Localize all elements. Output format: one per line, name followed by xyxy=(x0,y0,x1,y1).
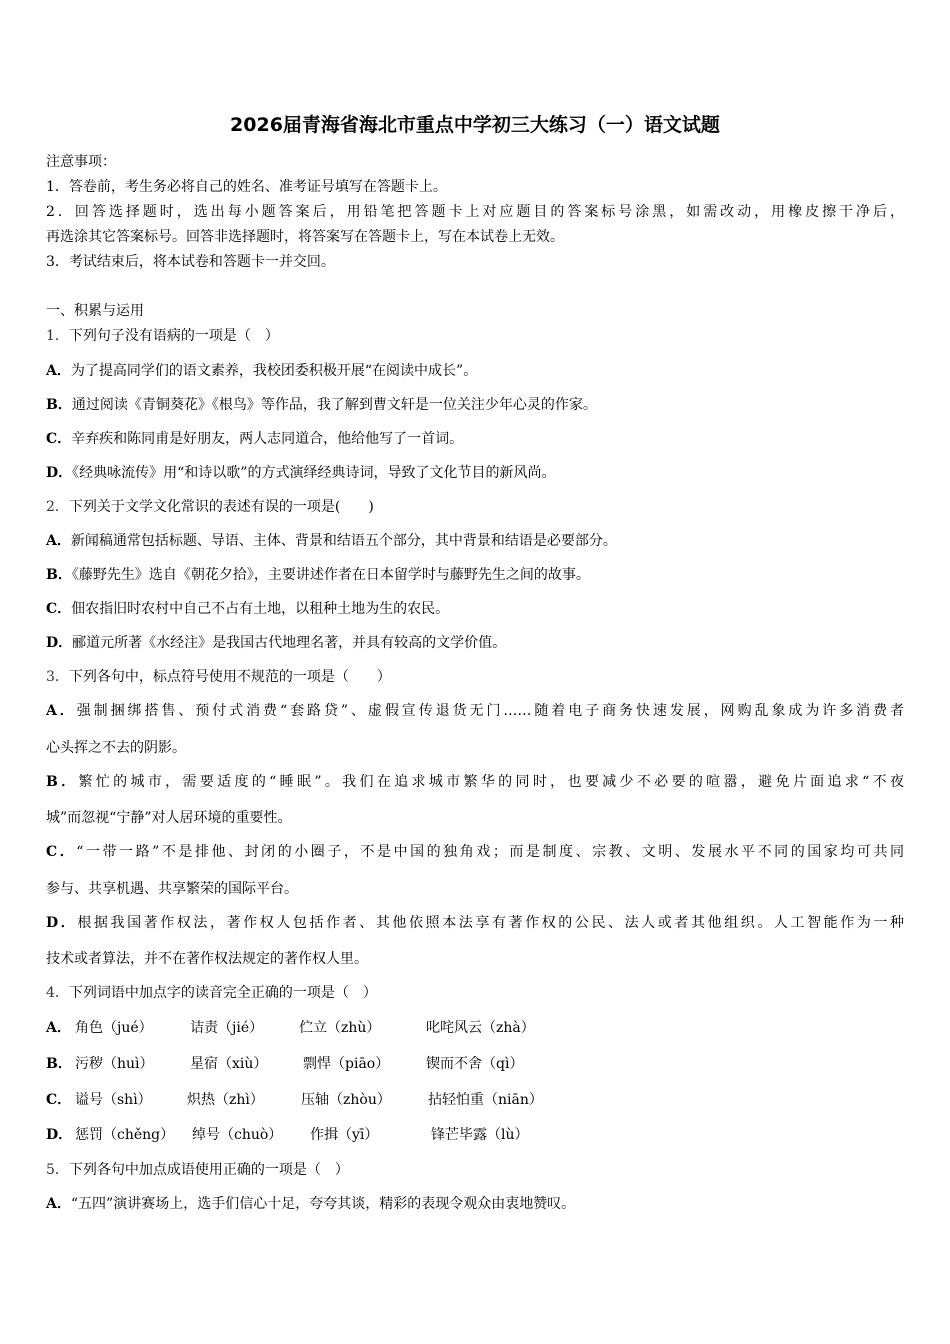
option-label: C． xyxy=(46,601,72,617)
question-1-stem xyxy=(46,326,279,346)
word-item: 绰号（chuò） xyxy=(192,1127,283,1143)
question-2-stem xyxy=(46,497,374,517)
option-label: A． xyxy=(46,1020,71,1036)
option-label: D． xyxy=(46,915,78,931)
option-label: B． xyxy=(46,1056,72,1072)
question-2-option-b xyxy=(46,565,590,585)
word-item: 炽热（zhì） xyxy=(187,1092,264,1108)
question-3-option-b-line2: 城”而忽视“宁静”对人居环境的重要性。 xyxy=(46,810,292,826)
option-text: 郦道元所著《水经注》是我国古代地理名著，并具有较高的文学价值。 xyxy=(72,635,507,651)
option-label: A． xyxy=(46,1196,71,1212)
page-title: 2026届青海省海北市重点中学初三大练习（一）语文试题 xyxy=(230,114,720,136)
question-2-option-c xyxy=(46,599,449,619)
option-label: D． xyxy=(46,465,73,481)
question-3-option-d-line2: 技术或者算法，并不在著作权法规定的著作权人里。 xyxy=(46,951,368,967)
question-text: 下列各句中加点成语使用正确的一项是（ ） xyxy=(68,1162,349,1178)
question-number: 1． xyxy=(46,328,69,344)
word-item: 惩罚（chěng） xyxy=(75,1127,175,1143)
option-text: 根据我国著作权法，著作权人包括作者、其他依照本法享有著作权的公民、法人或者其他组织。人工智能作为一种 xyxy=(77,915,904,931)
option-label: B． xyxy=(46,774,79,790)
question-3-option-c-line2: 参与、共享机遇、共享繁荣的国际平台。 xyxy=(46,881,298,897)
question-4-stem xyxy=(46,983,377,1003)
question-number: 3． xyxy=(46,669,69,685)
option-text: 新闻稿通常包括标题、导语、主体、背景和结语五个部分，其中背景和结语是必要部分。 xyxy=(70,533,617,549)
word-item: 压轴（zhòu） xyxy=(301,1092,391,1108)
option-text: 《经典咏流传》用“和诗以歌”的方式演绎经典诗词，导致了文化节目的新风尚。 xyxy=(72,465,556,481)
option-label: B． xyxy=(46,397,72,413)
section-heading: 一、积累与运用 xyxy=(46,303,144,319)
word-item: 角色（jué） xyxy=(75,1020,153,1036)
option-label: D． xyxy=(46,635,73,651)
option-text: 为了提高同学们的语文素养，我校团委积极开展“在阅读中成长”。 xyxy=(70,363,478,379)
option-label: A． xyxy=(46,363,71,379)
notice-item: 1．答卷前，考生务必将自己的姓名、准考证号填写在答题卡上。 xyxy=(46,179,447,195)
question-1-option-b xyxy=(46,395,597,415)
question-3-option-d-line1 xyxy=(46,913,904,933)
option-text: “一带一路”不是排他、封闭的小圈子，不是中国的独角戏；而是制度、宗教、文明、发展水平不同的国家均可共同 xyxy=(76,844,904,860)
question-text: 下列关于文学文化常识的表述有误的一项是( ) xyxy=(68,499,374,515)
word-item: 叱咤风云（zhà） xyxy=(426,1020,535,1036)
question-3-option-b-line1 xyxy=(46,772,904,792)
option-text: 强制捆绑搭售、预付式消费“套路贷”、虚假宣传退货无门……随着电子商务快速发展，网购乱象成为许多消费者 xyxy=(76,703,904,719)
question-text: 下列词语中加点字的读音完全正确的一项是（ ） xyxy=(68,985,377,1001)
question-1-option-a xyxy=(46,361,477,381)
word-item: 诘责（jié） xyxy=(190,1020,264,1036)
question-1-option-d xyxy=(46,463,555,483)
question-2-option-d xyxy=(46,633,506,653)
question-3-option-a-line2: 心头挥之不去的阴影。 xyxy=(46,740,186,756)
option-text: 辛弃疾和陈同甫是好朋友，两人志同道合，他给他写了一首词。 xyxy=(71,431,464,447)
question-number: 5． xyxy=(46,1162,69,1178)
question-2-option-a xyxy=(46,531,617,551)
question-number: 4． xyxy=(46,985,69,1001)
option-text: 佃农指旧时农村中自己不占有土地，以租种土地为生的农民。 xyxy=(71,601,450,617)
question-3-option-a-line1 xyxy=(46,701,904,721)
option-label: C． xyxy=(46,431,72,447)
question-text: 下列各句中，标点符号使用不规范的一项是（ ） xyxy=(68,669,391,685)
question-number: 2． xyxy=(46,499,69,515)
question-3-stem xyxy=(46,667,391,687)
word-item: 拈轻怕重（niān） xyxy=(428,1092,543,1108)
option-label: D． xyxy=(46,1127,73,1143)
option-label: C． xyxy=(46,1092,72,1108)
word-item: 污秽（huì） xyxy=(75,1056,154,1072)
option-label: B． xyxy=(46,567,72,583)
question-5-option-a xyxy=(46,1194,575,1214)
question-text: 下列句子没有语病的一项是（ ） xyxy=(68,328,279,344)
notice-item: 再选涂其它答案标号。回答非选择题时，将答案写在答题卡上，写在本试卷上无效。 xyxy=(46,229,564,245)
option-text: “五四”演讲赛场上，选手们信心十足，夸夸其谈，精彩的表现令观众由衷地赞叹。 xyxy=(70,1196,576,1212)
word-item: 伫立（zhù） xyxy=(299,1020,381,1036)
notice-item: 3．考试结束后，将本试卷和答题卡一并交回。 xyxy=(46,254,335,270)
word-item: 锋芒毕露（lù） xyxy=(431,1127,529,1143)
option-label: A． xyxy=(46,533,71,549)
option-text: 通过阅读《青铜葵花》《根鸟》等作品，我了解到曹文轩是一位关注少年心灵的作家。 xyxy=(71,397,597,413)
option-label: A． xyxy=(46,703,77,719)
word-item: 锲而不舍（qì） xyxy=(426,1056,524,1072)
word-item: 作揖（yī） xyxy=(310,1127,379,1143)
notice-heading: 注意事项： xyxy=(46,154,116,170)
option-text: 繁忙的城市，需要适度的“睡眠”。我们在追求城市繁华的同时，也要减少不必要的喧嚣，避免片面追求“不夜 xyxy=(78,774,904,790)
option-label: C． xyxy=(46,844,77,860)
word-item: 谥号（shì） xyxy=(75,1092,152,1108)
question-1-option-c xyxy=(46,429,463,449)
question-3-option-c-line1 xyxy=(46,842,904,862)
word-item: 剽悍（piāo） xyxy=(303,1056,390,1072)
option-text: 《藤野先生》选自《朝花夕拾》，主要讲述作者在日本留学时与藤野先生之间的故事。 xyxy=(71,567,590,583)
notice-item: 2．回答选择题时，选出每小题答案后，用铅笔把答题卡上对应题目的答案标号涂黑，如需改动，用橡皮擦干净后， xyxy=(46,204,904,220)
word-item: 星宿（xiù） xyxy=(190,1056,268,1072)
question-5-stem xyxy=(46,1160,349,1180)
